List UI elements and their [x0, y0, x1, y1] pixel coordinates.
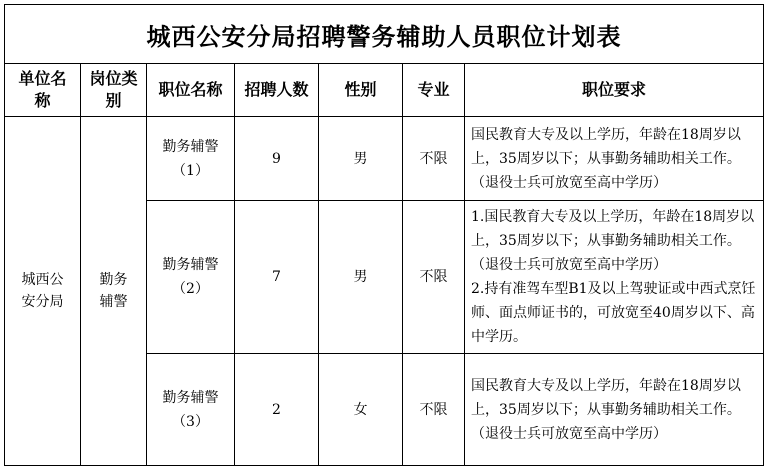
position-name-cell — [147, 117, 235, 201]
position-name: 勤务辅警 — [162, 389, 219, 406]
position-index: （1） — [172, 162, 209, 179]
requirements-cell — [465, 201, 764, 354]
header-requirements: 职位要求 — [465, 64, 764, 117]
requirement-text-2: 2.持有准驾车型B1及以上驾驶证或中西式烹饪师、面点师证书的，可放宽至40周岁以下、高中学历。 — [471, 281, 756, 345]
category-name: 勤务辅警 — [99, 272, 128, 310]
header-unit-name: 单位名称 — [5, 64, 81, 117]
recruitment-plan-table — [4, 4, 764, 466]
recruit-count: 9 — [235, 117, 319, 201]
table-title: 城西公安分局招聘警务辅助人员职位计划表 — [5, 5, 764, 64]
gender: 男 — [319, 201, 403, 354]
unit-name-cell — [5, 117, 81, 466]
header-recruit-count: 招聘人数 — [235, 64, 319, 117]
major: 不限 — [403, 117, 465, 201]
requirement-text-1: 1.国民教育大专及以上学历，年龄在18周岁以上，35周岁以下；从事勤务辅助相关工作。（退役士兵可放宽至高中学历） — [471, 209, 755, 273]
position-name: 勤务辅警 — [162, 138, 219, 155]
requirement-text: 国民教育大专及以上学历，年龄在18周岁以上，35周岁以下；从事勤务辅助相关工作。（退役士兵可放宽至高中学历） — [471, 126, 741, 191]
unit-name: 城西公安分局 — [21, 272, 64, 310]
category-cell — [81, 117, 147, 466]
header-position-name: 职位名称 — [147, 64, 235, 117]
gender: 女 — [319, 354, 403, 466]
position-name: 勤务辅警 — [162, 257, 219, 273]
header-gender: 性别 — [319, 64, 403, 117]
position-index: （2） — [172, 281, 209, 297]
recruit-count: 2 — [235, 354, 319, 466]
requirements-cell — [465, 354, 764, 466]
header-position-category: 岗位类别 — [81, 64, 147, 117]
gender: 男 — [319, 117, 403, 201]
major: 不限 — [403, 201, 465, 354]
header-major: 专业 — [403, 64, 465, 117]
position-name-cell — [147, 354, 235, 466]
requirements-cell — [465, 117, 764, 201]
table-row — [5, 117, 764, 201]
requirement-text: 国民教育大专及以上学历，年龄在18周岁以上，35周岁以下；从事勤务辅助相关工作。（退役士兵可放宽至高中学历） — [471, 377, 741, 442]
position-index: （3） — [172, 413, 209, 430]
recruitment-plan-sheet — [4, 4, 763, 455]
header-row — [5, 64, 764, 117]
recruit-count: 7 — [235, 201, 319, 354]
position-name-cell — [147, 201, 235, 354]
major: 不限 — [403, 354, 465, 466]
